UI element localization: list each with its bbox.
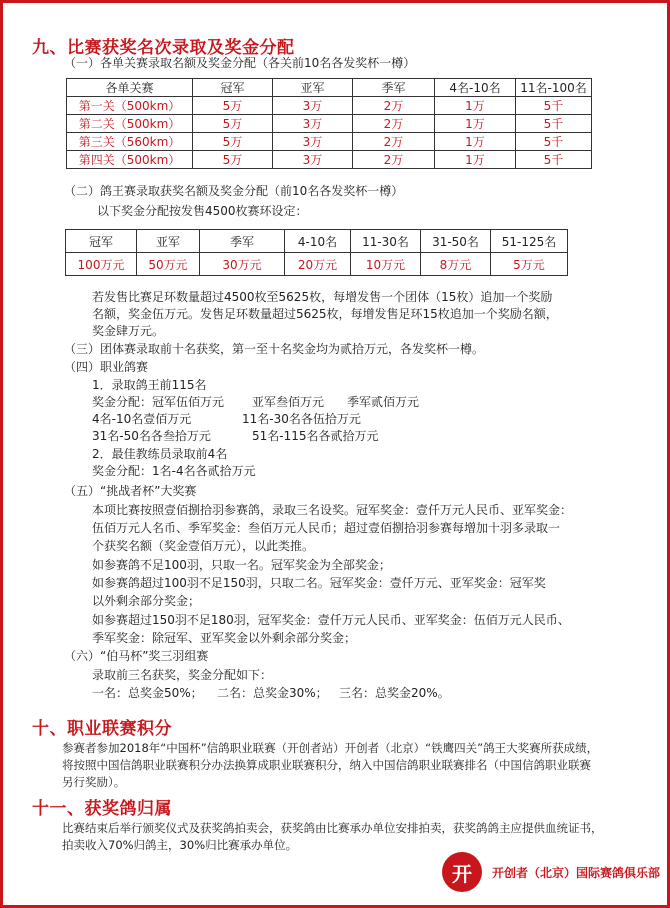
table-header-cell: 11名-100名: [516, 79, 592, 97]
table-cell: 3万: [273, 133, 353, 151]
club-logo: [442, 852, 660, 892]
table-header-row: [67, 79, 592, 97]
table-cell: 3万: [273, 97, 353, 115]
paragraph-line: 2．最佳教练员录取前4名: [92, 447, 228, 461]
paragraph-line: 本项比赛按照壹佰捌拾羽参赛鸽，录取三名设奖。冠军奖金：壹仟万元人民币、亚军奖金：: [92, 503, 573, 517]
section-11-heading: 十一、获奖鸽归属: [32, 799, 172, 819]
paragraph-line: 51名-115名各贰拾万元: [252, 429, 379, 443]
table-cell: 5千: [516, 115, 592, 133]
paragraph-line: 伍佰万元人名币、季军奖金：叁佰万元人民币；超过壹佰捌拾羽参赛每增加十羽多录取一: [92, 521, 561, 535]
table-cell: 5万: [193, 133, 273, 151]
subsection-2-note: 以下奖金分配按发售4500枚赛环设定：: [97, 204, 308, 218]
table-header-cell: 季军: [353, 79, 435, 97]
table-cell: 1万: [435, 97, 516, 115]
logo-text: 开创者（北京）国际赛鸽俱乐部: [491, 865, 660, 880]
table-cell: 10万元: [351, 253, 421, 276]
stage-name-cell: 第二关（500km）: [67, 115, 193, 133]
section-10-heading: 十、职业联赛积分: [32, 719, 172, 739]
table-cell: 5万: [193, 115, 273, 133]
paragraph-line: 二名：总奖金30%；: [217, 686, 328, 700]
stage-name-cell: 第三关（560km）: [67, 133, 193, 151]
paragraph-line: 名额，奖金伍万元。发售足环数量超过5625枚，每增发售足环15枚追加一个奖励名额，: [92, 307, 558, 321]
table-row: [67, 133, 592, 151]
subsection-3-heading: （三）团体赛录取前十名获奖，第一至十名奖金均为贰拾万元，各发奖杯一樽。: [64, 342, 485, 356]
table-cell: 5千: [516, 133, 592, 151]
subsection-4-heading: （四）职业鸽赛: [64, 360, 149, 374]
paragraph-line: 季军奖金：除冠军、亚军奖金以外剩余部分奖金；: [92, 631, 357, 645]
table-header-row: [66, 230, 568, 253]
table-header-cell: 4名-10名: [435, 79, 516, 97]
table-header-cell: 4-10名: [285, 230, 351, 253]
table-row: [67, 151, 592, 169]
paragraph-line: 参赛者参加2018年“中国杯”信鸽职业联赛（开创者站）开创者（北京）“铁鹰四关”鸽王大奖赛所获成绩，: [62, 741, 599, 755]
paragraph-line: 如参赛超过150羽不足180羽，冠军奖金：壹仟万元人民币、亚军奖金：伍佰万元人民币、: [92, 613, 570, 627]
paragraph-line: 三名：总奖金20%。: [339, 686, 450, 700]
table-cell: 5千: [516, 97, 592, 115]
table-cell: 2万: [353, 97, 435, 115]
subsection-6-heading: （六）“伯马杯”奖三羽组赛: [64, 649, 209, 663]
table-header-cell: 亚军: [137, 230, 200, 253]
table-cell: 100万元: [66, 253, 137, 276]
paragraph-line: 亚军叁佰万元: [252, 395, 325, 409]
table-cell: 5万: [193, 97, 273, 115]
paragraph-line: 奖金肆万元。: [92, 324, 165, 338]
paragraph-line: 奖金分配：冠军伍佰万元: [92, 395, 225, 409]
table-cell: 1万: [435, 115, 516, 133]
table-cell: 2万: [353, 115, 435, 133]
paragraph-line: 如参赛鸽超过100羽不足150羽，只取二名。冠军奖金：壹仟万元、亚军奖金：冠军奖: [92, 576, 546, 590]
paragraph-line: 1．录取鸽王前115名: [92, 378, 207, 392]
subsection-5-heading: （五）“挑战者杯”大奖赛: [64, 484, 197, 498]
table-header-cell: 11-30名: [351, 230, 421, 253]
pigeon-king-prize-table: [65, 229, 568, 276]
paragraph-line: 比赛结束后举行颁奖仪式及获奖鸽拍卖会，获奖鸽由比赛承办单位安排拍卖，获奖鸽鸽主应提供血统证书，: [62, 821, 603, 835]
table-header-cell: 31-50名: [421, 230, 491, 253]
table-cell: 8万元: [421, 253, 491, 276]
table-row: [67, 115, 592, 133]
paragraph-line: 4名-10名壹佰万元: [92, 412, 192, 426]
table-cell: 30万元: [200, 253, 285, 276]
table-cell: 3万: [273, 115, 353, 133]
stage-name-cell: 第四关（500km）: [67, 151, 193, 169]
paragraph-line: 11名-30名各伍拾万元: [242, 412, 361, 426]
table-cell: 1万: [435, 151, 516, 169]
table-header-cell: 冠军: [193, 79, 273, 97]
paragraph-line: 另行奖励）。: [62, 775, 126, 789]
paragraph-line: 拍卖收入70%归鸽主，30%归比赛承办单位。: [62, 838, 298, 852]
paragraph-line: 以外剩余部分奖金；: [92, 594, 201, 608]
stage-name-cell: 第一关（500km）: [67, 97, 193, 115]
paragraph-line: 31名-50名各叁拾万元: [92, 429, 211, 443]
table-header-cell: 季军: [200, 230, 285, 253]
table-cell: 5万元: [491, 253, 568, 276]
table-cell: 2万: [353, 133, 435, 151]
paragraph-line: 如参赛鸽不足100羽，只取一名。冠军奖金为全部奖金；: [92, 558, 391, 572]
table-header-cell: 冠军: [66, 230, 137, 253]
paragraph-line: 季军贰佰万元: [347, 395, 420, 409]
paragraph-line: 若发售比赛足环数量超过4500枚至5625枚，每增发售一个团体（15枚）追加一个奖励: [92, 290, 553, 304]
table-header-cell: 各单关赛: [67, 79, 193, 97]
subsection-1-heading: （一）各单关赛录取名额及奖金分配（各关前10名各发奖杯一樽）: [64, 56, 416, 70]
table-cell: 5万: [193, 151, 273, 169]
table-row: [67, 97, 592, 115]
table-header-cell: 亚军: [273, 79, 353, 97]
subsection-2-heading: （二）鸽王赛录取获奖名额及奖金分配（前10名各发奖杯一樽）: [64, 184, 404, 198]
paragraph-line: 奖金分配：1名-4名各贰拾万元: [92, 464, 256, 478]
table-row: [66, 253, 568, 276]
stage-prize-table: [66, 78, 592, 169]
table-cell: 2万: [353, 151, 435, 169]
table-cell: 50万元: [137, 253, 200, 276]
paragraph-line: 个获奖名额（奖金壹佰万元），以此类推。: [92, 539, 315, 553]
seal-icon: 开: [442, 852, 482, 892]
table-cell: 5千: [516, 151, 592, 169]
table-cell: 1万: [435, 133, 516, 151]
section-9-heading: 九、比赛获奖名次录取及奖金分配: [32, 38, 295, 58]
table-header-cell: 51-125名: [491, 230, 568, 253]
paragraph-line: 录取前三名获奖，奖金分配如下：: [92, 668, 273, 682]
paragraph-line: 将按照中国信鸽职业联赛积分办法换算成职业联赛积分，纳入中国信鸽职业联赛排名（中国信鸽职业联赛: [62, 758, 591, 772]
paragraph-line: 一名：总奖金50%；: [92, 686, 203, 700]
table-cell: 20万元: [285, 253, 351, 276]
table-cell: 3万: [273, 151, 353, 169]
